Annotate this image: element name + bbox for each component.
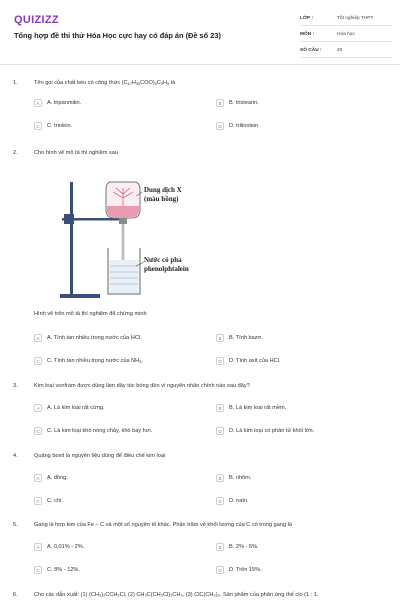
option-d[interactable] — [216, 427, 314, 435]
option-c[interactable] — [34, 357, 143, 365]
option-letter-box: B — [216, 474, 224, 482]
option-letter-box: D — [216, 497, 224, 505]
option-letter-box: D — [216, 357, 224, 365]
option-text: A. Là kim loại rất cứng. — [47, 405, 105, 411]
option-letter-box: B — [216, 404, 224, 412]
question-number: 1. — [13, 80, 18, 86]
option-text: C. Tính tan nhiều trong nước của $NH_3$. — [47, 358, 143, 364]
option-letter-box: D — [216, 122, 224, 130]
question-text: Gang là hợp kim của Fe – C và một số nguyên tố khác. Phần trăm về khối lượng của C có trong gang là — [34, 522, 292, 528]
question-number: 4. — [13, 453, 18, 459]
question-text: Cho các dẫn xuất: (1) (CH₃)₂CCH₂Cl, (2) CH₃C(CH₃Cl)₂CH₃, (3) ClC(CH₃)₃. Sản phẩm của phản ứng thế clo (1 : 1, — [34, 592, 319, 598]
option-a[interactable] — [34, 99, 81, 107]
question-number: 2. — [13, 150, 18, 156]
option-b[interactable] — [216, 99, 259, 107]
option-letter-box: A — [34, 543, 42, 551]
option-text: B. tristearin. — [229, 100, 259, 106]
clamp-knob — [64, 214, 74, 224]
option-c[interactable] — [34, 122, 72, 130]
option-b[interactable] — [216, 334, 263, 342]
pink-solution — [107, 206, 139, 217]
option-text: D. Tính axit của HCl. — [229, 358, 281, 364]
option-d[interactable] — [216, 497, 249, 505]
option-letter-box: C — [34, 427, 42, 435]
meta-label: LỚP : — [300, 16, 314, 21]
meta-value: Hóa học — [337, 32, 355, 37]
option-letter-box: C — [34, 566, 42, 574]
question-number: 6. — [13, 592, 18, 598]
meta-row-count — [300, 44, 392, 58]
beaker-water — [109, 260, 139, 293]
option-d[interactable] — [216, 357, 281, 365]
question-text: Quặng boxit là nguyên liệu dùng để điều chế kim loại — [34, 453, 166, 459]
meta-value: Tốt nghiệp THPT — [337, 16, 374, 21]
meta-row-subject — [300, 28, 392, 42]
option-text: C. 8% - 12%. — [47, 567, 80, 573]
option-text: A. đồng. — [47, 475, 68, 481]
option-text: B. Là kim loại rất mềm. — [229, 405, 287, 411]
option-text: D. Trên 15%. — [229, 567, 262, 573]
question-text: Tên gọi của chất béo có công thức $(C_{17}H_{35}COO)_3C_3H_5$ là — [34, 80, 176, 86]
option-letter-box: C — [34, 497, 42, 505]
option-c[interactable] — [34, 497, 63, 505]
header-divider — [0, 64, 400, 65]
meta-label: SỐ CÂU : — [300, 48, 322, 53]
option-letter-box: B — [216, 543, 224, 551]
option-text: B. nhôm. — [229, 475, 252, 481]
option-text: D. Là kim loại có phân tử khối lớn. — [229, 428, 315, 434]
option-text: A. Tính tan nhiều trong nước của HCl. — [47, 335, 142, 341]
experiment-figure — [56, 162, 196, 302]
option-text: B. 2% - 5%. — [229, 544, 259, 550]
option-text: A. tripanmitin. — [47, 100, 82, 106]
question-text: Cho hình vẽ mô tả thí nghiệm sau — [34, 150, 118, 156]
document-title: Tổng hợp đề thi thử Hóa Học cực hay có đáp án (Đề số 23) — [14, 31, 221, 40]
meta-info — [300, 12, 392, 60]
option-letter-box: D — [216, 566, 224, 574]
meta-row-class — [300, 12, 392, 26]
option-a[interactable] — [34, 474, 68, 482]
option-b[interactable] — [216, 474, 251, 482]
stand-rod — [70, 182, 73, 296]
option-letter-box: B — [216, 334, 224, 342]
option-text: B. Tính bazơ. — [229, 335, 263, 341]
option-text: C. chì. — [47, 498, 64, 504]
option-text: D. natri. — [229, 498, 249, 504]
label-pink: (màu hồng) — [144, 195, 179, 203]
label-water: Nước có pha — [144, 256, 182, 264]
quizizz-logo: QUIZIZZ — [14, 14, 59, 26]
option-text: C. Là kim loại khó nóng chảy, khó bay hơi. — [47, 428, 153, 434]
option-letter-box: C — [34, 122, 42, 130]
option-b[interactable] — [216, 404, 286, 412]
option-letter-box: D — [216, 427, 224, 435]
option-letter-box: A — [34, 99, 42, 107]
label-phenolphthalein: phenolphtalein — [144, 265, 189, 273]
question-text: Kim loại vonfram được dùng làm dây tóc bóng đèn vì nguyên nhân chính nào sau đây? — [34, 383, 250, 389]
question-number: 5. — [13, 522, 18, 528]
option-d[interactable] — [216, 122, 260, 130]
option-letter-box: A — [34, 404, 42, 412]
option-text: C. triolein. — [47, 123, 73, 129]
option-letter-box: C — [34, 357, 42, 365]
question-prompt: Hình vẽ trên mô tả thí nghiệm để chứng minh — [34, 311, 147, 317]
option-letter-box: B — [216, 99, 224, 107]
stand-base — [60, 294, 100, 298]
question-number: 3. — [13, 383, 18, 389]
label-solution-x: Dung dịch X — [144, 186, 182, 194]
option-d[interactable] — [216, 566, 262, 574]
option-letter-box: A — [34, 334, 42, 342]
option-a[interactable] — [34, 404, 105, 412]
meta-label: MÔN : — [300, 32, 315, 37]
stopper — [119, 218, 127, 224]
option-c[interactable] — [34, 427, 152, 435]
option-c[interactable] — [34, 566, 80, 574]
option-b[interactable] — [216, 543, 259, 551]
meta-value: 40 — [337, 48, 343, 53]
option-text: D. trilinolein. — [229, 123, 260, 129]
option-a[interactable] — [34, 334, 142, 342]
worksheet-header — [0, 0, 400, 64]
option-letter-box: A — [34, 474, 42, 482]
option-a[interactable] — [34, 543, 84, 551]
option-text: A. 0,01% - 2%. — [47, 544, 85, 550]
